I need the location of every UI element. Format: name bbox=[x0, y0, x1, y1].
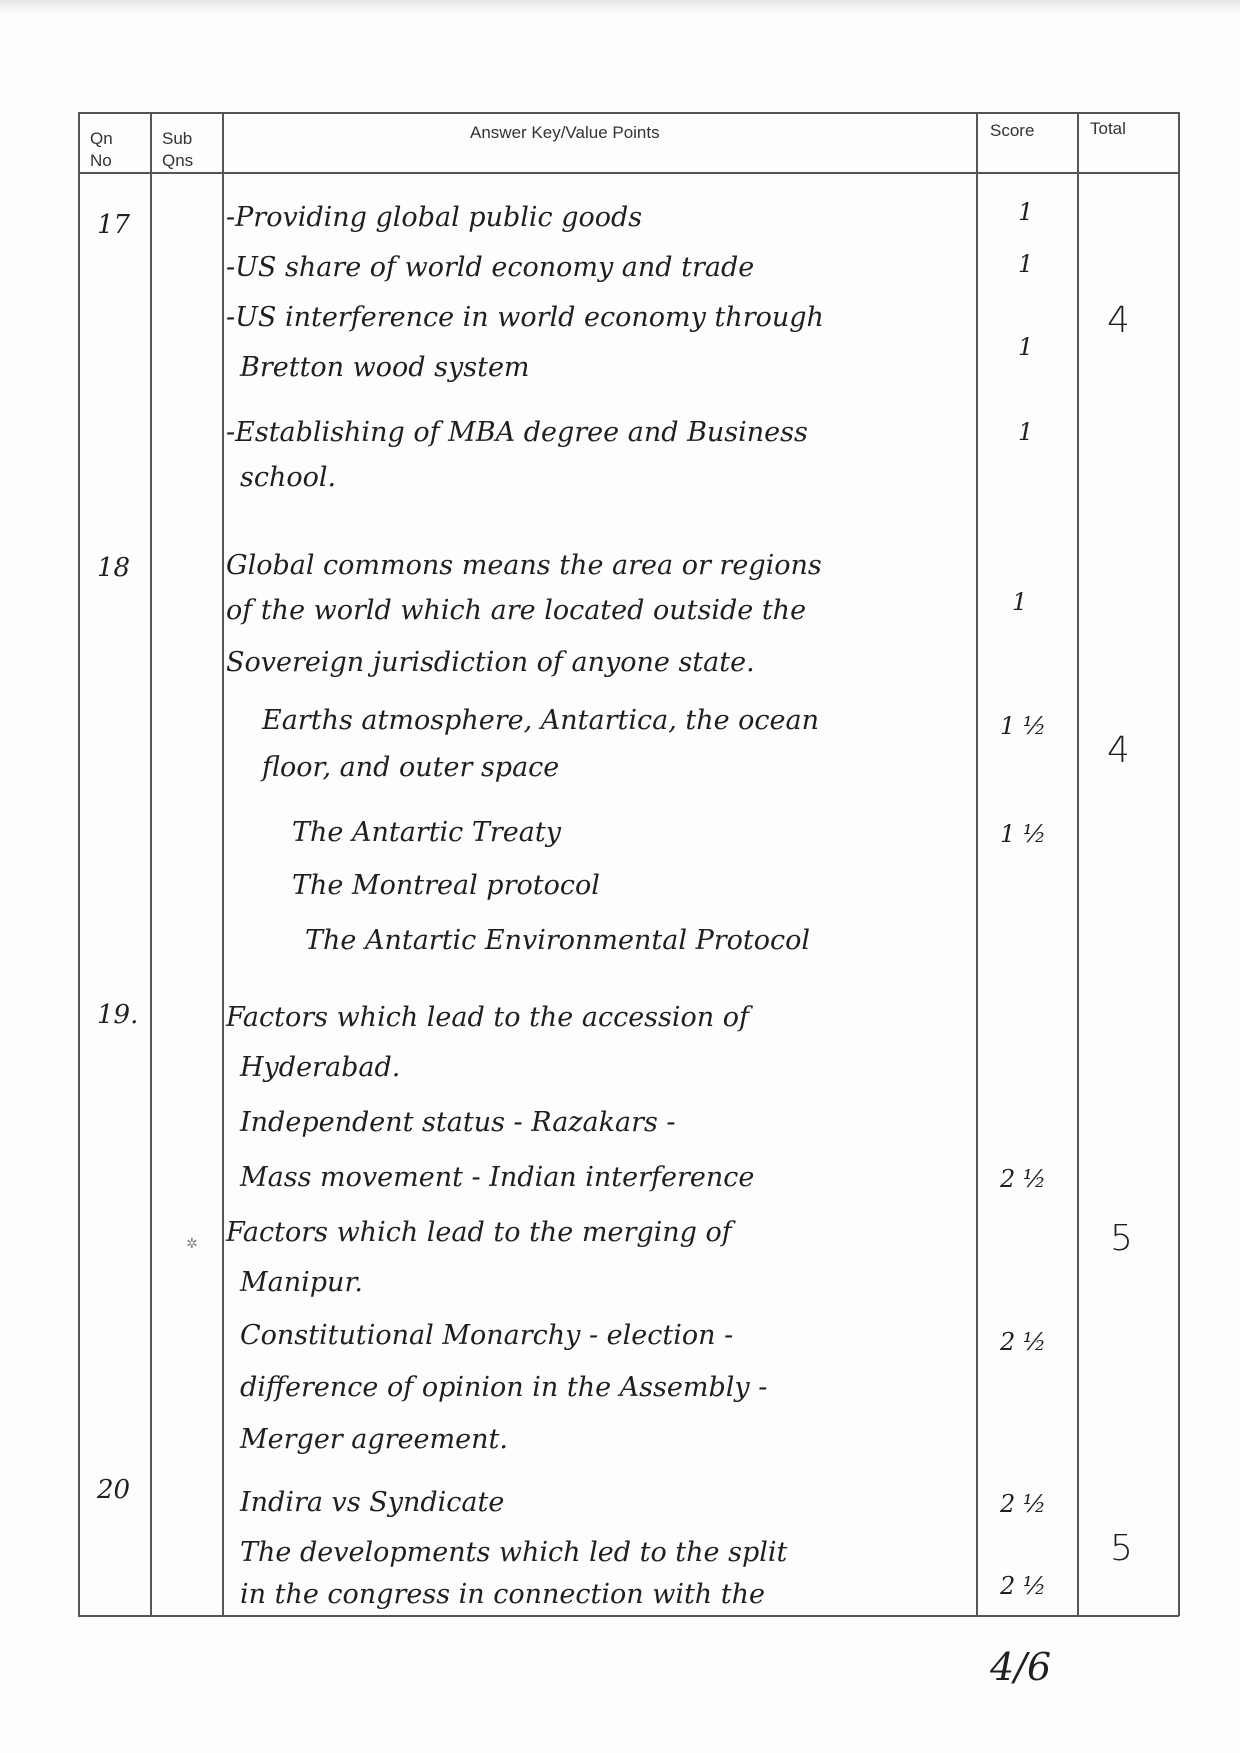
header-sub-line2: Qns bbox=[162, 151, 194, 170]
q20-line: The developments which led to the split bbox=[240, 1537, 788, 1568]
col-divider-score bbox=[976, 112, 978, 1616]
q19-line: Merger agreement. bbox=[240, 1424, 508, 1455]
q19-line: Independent status - Razakars - bbox=[240, 1107, 676, 1138]
header-qn-line1: Qn bbox=[90, 129, 113, 148]
q20-score: 2 ½ bbox=[1000, 1572, 1047, 1600]
q18-total: 4 bbox=[1107, 730, 1130, 771]
q17-score: 1 bbox=[1018, 250, 1034, 278]
header-sub-line1: Sub bbox=[162, 129, 193, 148]
q19-number: 19. bbox=[97, 1000, 139, 1030]
q20-line: Indira vs Syndicate bbox=[240, 1487, 505, 1518]
q18-line: The Antartic Environmental Protocol bbox=[305, 925, 811, 956]
q18-score: 1 ½ bbox=[1000, 712, 1047, 740]
col-divider-total bbox=[1077, 112, 1079, 1616]
q20-score: 2 ½ bbox=[1000, 1490, 1047, 1518]
q17-score: 1 bbox=[1018, 418, 1034, 446]
q17-number: 17 bbox=[97, 210, 131, 240]
header-total: Total bbox=[1090, 119, 1126, 138]
q20-line: in the congress in connection with the bbox=[240, 1579, 765, 1610]
q18-number: 18 bbox=[97, 553, 131, 583]
q17-total: 4 bbox=[1107, 300, 1130, 341]
q18-line: Earths atmosphere, Antartica, the ocean bbox=[262, 705, 820, 736]
q18-score: 1 ½ bbox=[1000, 820, 1047, 848]
table-top-border bbox=[78, 112, 1179, 114]
q19-line: Constitutional Monarchy - election - bbox=[240, 1320, 734, 1351]
table-right-border bbox=[1178, 112, 1180, 1616]
header-qn-no bbox=[90, 128, 113, 172]
col-divider-sub bbox=[150, 112, 152, 1616]
q19-score: 2 ½ bbox=[1000, 1165, 1047, 1193]
table-bottom-border bbox=[78, 1615, 1179, 1617]
page-number: 4/6 bbox=[990, 1645, 1052, 1689]
header-answer-key: Answer Key/Value Points bbox=[470, 123, 660, 142]
header-score: Score bbox=[990, 121, 1035, 140]
q19-line: Hyderabad. bbox=[240, 1052, 401, 1083]
table-header-divider bbox=[78, 172, 1179, 174]
q17-line: -US share of world economy and trade bbox=[226, 252, 755, 283]
header-qn-line2: No bbox=[90, 151, 112, 170]
q19-line: Factors which lead to the merging of bbox=[226, 1217, 732, 1248]
q17-score: 1 bbox=[1018, 333, 1034, 361]
stray-ink-mark: ✲ bbox=[186, 1236, 198, 1252]
q18-line: Sovereign jurisdiction of anyone state. bbox=[226, 647, 755, 678]
q18-line: The Montreal protocol bbox=[292, 870, 600, 901]
q20-total: 5 bbox=[1110, 1528, 1133, 1569]
q18-line: The Antartic Treaty bbox=[292, 817, 561, 848]
q18-line: of the world which are located outside the bbox=[226, 595, 807, 626]
q19-line: difference of opinion in the Assembly - bbox=[240, 1372, 768, 1403]
q17-line: -Establishing of MBA degree and Business bbox=[226, 417, 808, 448]
header-sub-qns bbox=[162, 128, 193, 172]
q19-total: 5 bbox=[1110, 1218, 1133, 1259]
q18-line: Global commons means the area or regions bbox=[226, 550, 822, 581]
q20-number: 20 bbox=[97, 1475, 131, 1505]
col-divider-answer bbox=[222, 112, 224, 1616]
q19-line: Factors which lead to the accession of bbox=[226, 1002, 750, 1033]
q17-line: Bretton wood system bbox=[240, 352, 530, 383]
q18-score: 1 bbox=[1012, 588, 1028, 616]
q17-line: -Providing global public goods bbox=[226, 202, 643, 233]
q19-line: Manipur. bbox=[240, 1267, 363, 1298]
q17-score: 1 bbox=[1018, 198, 1034, 226]
q19-score: 2 ½ bbox=[1000, 1328, 1047, 1356]
q19-line: Mass movement - Indian interference bbox=[240, 1162, 755, 1193]
q17-line: school. bbox=[240, 462, 337, 493]
q17-line: -US interference in world economy through bbox=[226, 302, 824, 333]
table-left-border bbox=[78, 112, 80, 1616]
q18-line: floor, and outer space bbox=[262, 752, 560, 783]
